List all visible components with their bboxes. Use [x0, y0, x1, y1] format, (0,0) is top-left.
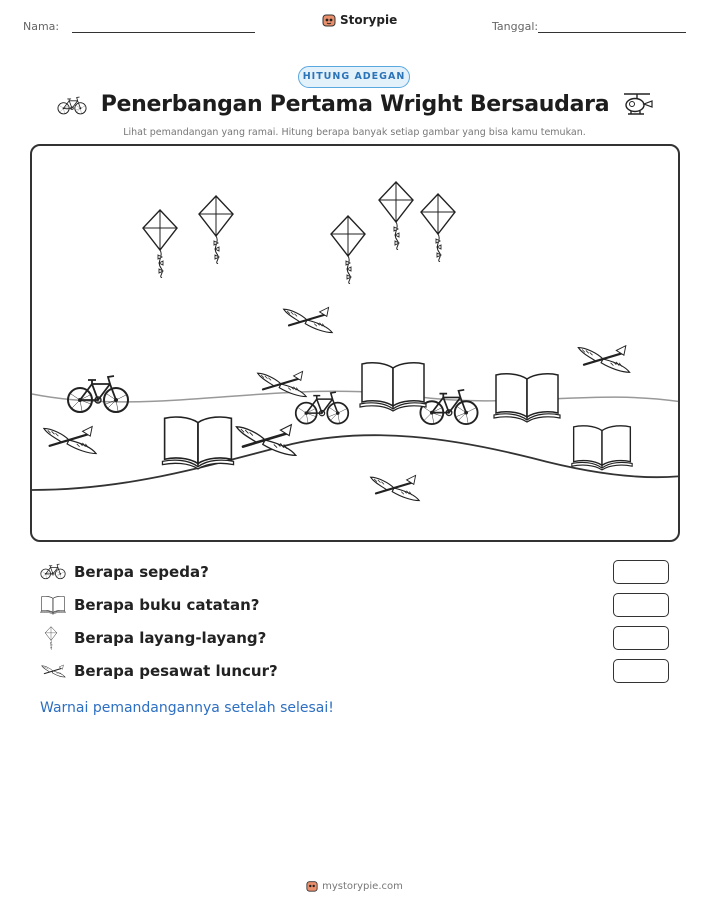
footer — [0, 880, 709, 892]
bicycle — [420, 390, 477, 424]
kite — [421, 194, 455, 262]
instructions: Lihat pemandangan yang ramai. Hitung berapa banyak setiap gambar yang bisa kamu temukan. — [123, 127, 586, 138]
glider — [371, 475, 420, 500]
answer-box-kites[interactable] — [613, 626, 669, 650]
glider — [284, 307, 333, 332]
date-field[interactable] — [538, 32, 686, 33]
bicycle-icon — [40, 562, 66, 580]
book — [572, 426, 632, 470]
question-gliders — [40, 659, 670, 685]
question-books — [40, 593, 670, 619]
brand-logo — [322, 13, 397, 27]
answer-box-bicycles[interactable] — [613, 560, 669, 584]
title-row — [0, 92, 709, 122]
answer-box-books[interactable] — [613, 593, 669, 617]
hill-line-back — [32, 391, 680, 402]
answer-box-gliders[interactable] — [613, 659, 669, 683]
footer-url[interactable]: mystorypie.com — [322, 880, 403, 892]
glider-icon — [40, 661, 66, 681]
name-label: Nama: — [23, 20, 60, 33]
book — [360, 363, 426, 411]
activity-badge: HITUNG ADEGAN — [298, 66, 410, 88]
kite — [379, 182, 413, 250]
question-text: Berapa sepeda? — [74, 563, 209, 581]
book — [162, 417, 233, 469]
kite — [331, 216, 365, 284]
name-field[interactable] — [72, 32, 255, 33]
question-text: Berapa layang-layang? — [74, 629, 267, 647]
helicopter-icon — [620, 90, 654, 120]
kite — [199, 196, 233, 264]
glider — [44, 426, 96, 453]
date-label: Tanggal: — [492, 20, 539, 33]
storypie-logo-icon — [322, 13, 336, 27]
counting-scene[interactable] — [30, 144, 680, 542]
scene-drawing — [32, 146, 680, 542]
question-text: Berapa buku catatan? — [74, 596, 260, 614]
brand-name: Storypie — [340, 13, 398, 27]
question-bicycles — [40, 560, 670, 586]
bicycle — [68, 376, 128, 412]
book — [494, 374, 560, 422]
glider — [578, 346, 629, 373]
kite — [143, 210, 177, 278]
question-text: Berapa pesawat luncur? — [74, 662, 278, 680]
storypie-logo-icon — [306, 880, 318, 892]
kite-icon — [40, 626, 62, 650]
question-kites — [40, 626, 670, 652]
book-icon — [40, 595, 66, 615]
page-title: Penerbangan Pertama Wright Bersaudara — [100, 92, 610, 117]
coloring-note: Warnai pemandangannya setelah selesai! — [40, 700, 334, 716]
bicycle-icon — [57, 94, 87, 116]
